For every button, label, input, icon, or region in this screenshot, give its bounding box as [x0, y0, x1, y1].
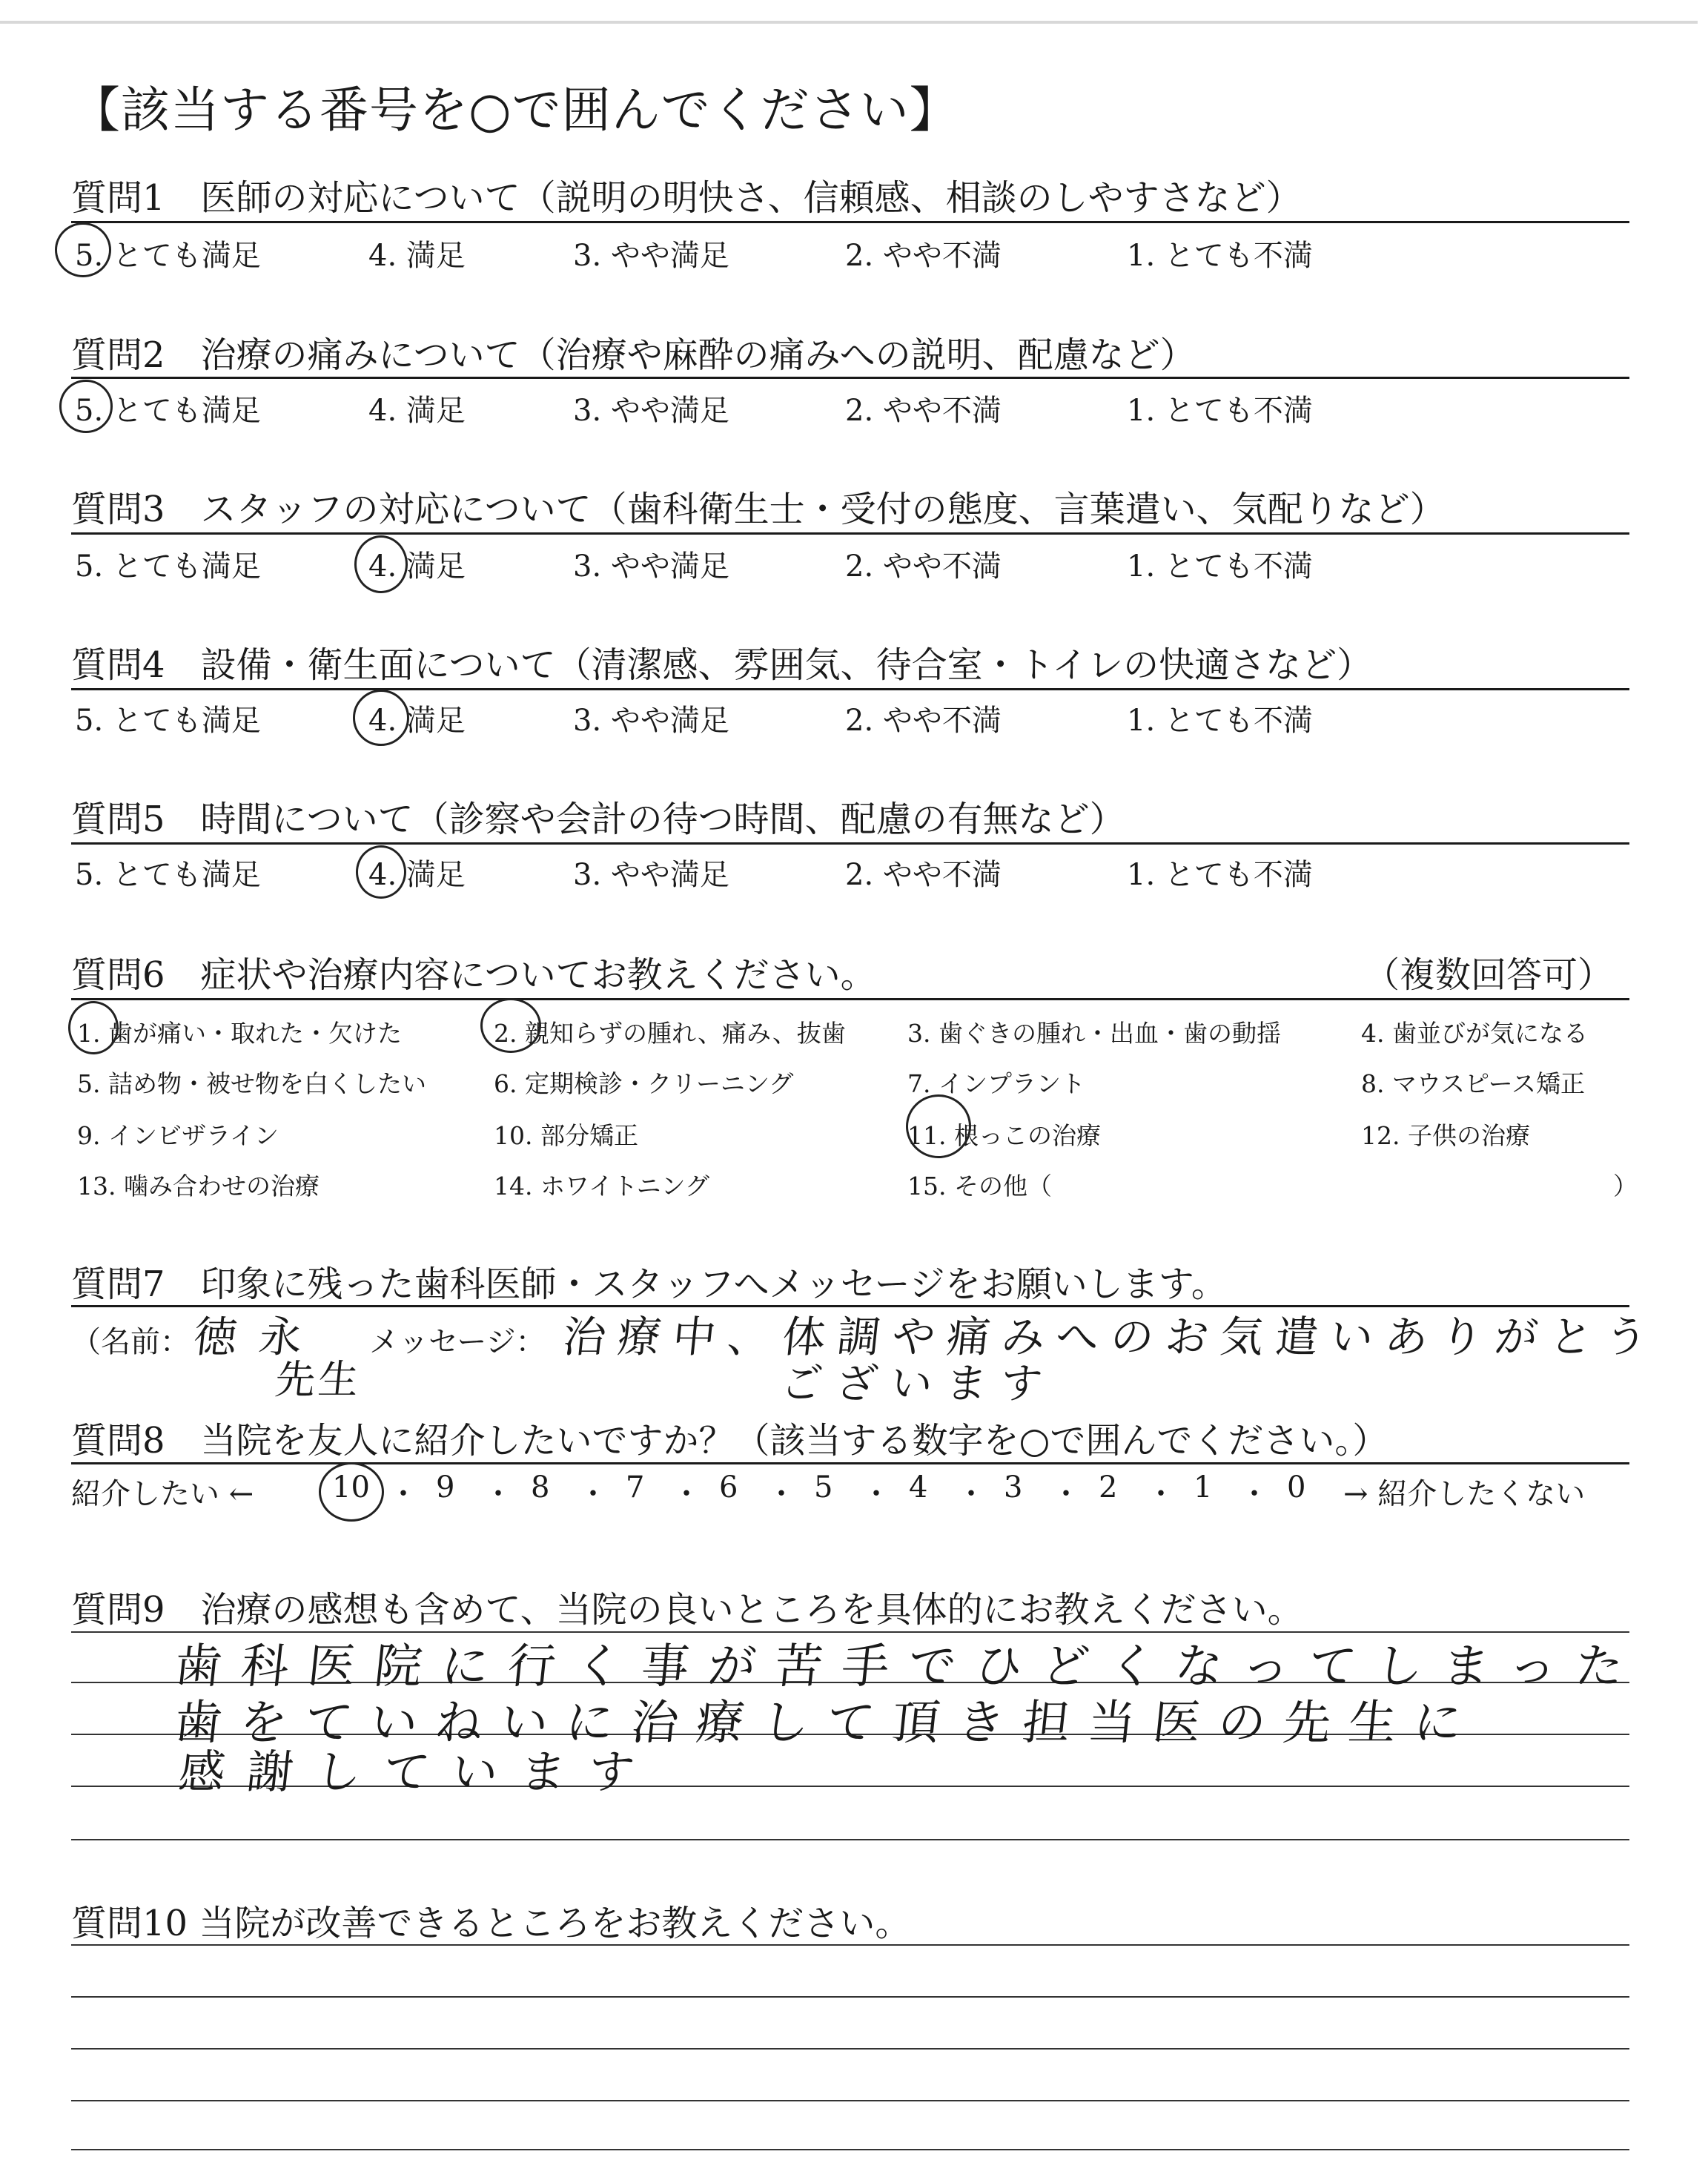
q8-sep: ・ [956, 1477, 986, 1511]
q8-scale-5[interactable]: 5 [814, 1470, 833, 1505]
q8-scale-2[interactable]: 2 [1099, 1470, 1118, 1505]
q6-option-10[interactable]: 10. 部分矯正 [494, 1121, 638, 1150]
q6-option-13[interactable]: 13. 噛み合わせの治療 [77, 1172, 320, 1200]
q6-option-4[interactable]: 4. 歯並びが気になる [1361, 1019, 1588, 1048]
q9-answer-line-1[interactable]: 歯科医院に行く事が苦手でひどくなってしまった [171, 1639, 1646, 1694]
q8-sep: ・ [767, 1477, 796, 1511]
question-6-rule [71, 998, 1629, 1000]
q8-sep: ・ [483, 1477, 513, 1511]
q8-sep: ・ [1146, 1477, 1176, 1511]
q5-option-1[interactable]: 1. とても不満 [1127, 858, 1313, 892]
question-1-rule [71, 221, 1629, 223]
question-6-note: （複数回答可） [1364, 954, 1614, 996]
question-6-title: 質問6 症状や治療内容についてお教えください。 [71, 954, 876, 996]
q8-scale-4[interactable]: 4 [909, 1470, 928, 1505]
q3-option-4[interactable]: 4. 満足 [368, 549, 466, 584]
q5-option-2[interactable]: 2. やや不満 [845, 858, 1002, 892]
q8-scale-1[interactable]: 1 [1194, 1470, 1213, 1505]
q8-selection-circle [319, 1462, 384, 1522]
q7-message-handwritten-line2[interactable]: ございます [778, 1360, 1058, 1408]
q4-option-1[interactable]: 1. とても不満 [1127, 704, 1313, 738]
question-3-title: 質問3 スタッフの対応について（歯科衛生士・受付の態度、言葉遣い、気配りなど） [71, 489, 1446, 530]
q7-name-label: （名前： [71, 1325, 190, 1359]
question-8-rule [71, 1462, 1629, 1464]
question-5-title: 質問5 時間について（診察や会計の待つ時間、配慮の有無など） [71, 799, 1125, 840]
q9-answer-line-2[interactable]: 歯をていねいに治療して頂き担当医の先生に [171, 1696, 1483, 1751]
q4-option-3[interactable]: 3. やや満足 [573, 704, 729, 738]
q10-line-2 [71, 1996, 1629, 1998]
q6-option-6[interactable]: 6. 定期検診・クリーニング [494, 1069, 794, 1098]
q4-option-2[interactable]: 2. やや不満 [845, 704, 1002, 738]
q8-sep: ・ [861, 1477, 891, 1511]
q2-option-3[interactable]: 3. やや満足 [573, 394, 729, 428]
q6-option-2[interactable]: 2. 親知らずの腫れ、痛み、抜歯 [494, 1019, 846, 1048]
question-7-title: 質問7 印象に残った歯科医師・スタッフへメッセージをお願いします。 [71, 1264, 1227, 1305]
q6-option-5[interactable]: 5. 詰め物・被せ物を白くしたい [77, 1069, 426, 1098]
q7-message-handwritten-line1[interactable]: 治療中、体調や痛みへのお気遣いありがとう [560, 1312, 1662, 1362]
q8-sep: ・ [672, 1477, 701, 1511]
q6-selection-circle-2 [480, 998, 541, 1053]
q4-option-5[interactable]: 5. とても満足 [75, 704, 261, 738]
q4-option-4[interactable]: 4. 満足 [368, 704, 466, 738]
q6-option-12[interactable]: 12. 子供の治療 [1361, 1121, 1530, 1150]
q2-selection-circle [59, 380, 113, 433]
q3-option-1[interactable]: 1. とても不満 [1127, 549, 1313, 584]
q8-scale-6[interactable]: 6 [719, 1470, 738, 1505]
q6-option-11[interactable]: 11. 根っこの治療 [907, 1121, 1101, 1150]
q7-message-label: メッセージ： [369, 1325, 546, 1359]
q7-name-handwritten[interactable]: 徳永 [191, 1312, 328, 1362]
question-5-rule [71, 842, 1629, 845]
q6-option-3[interactable]: 3. 歯ぐきの腫れ・出血・歯の動揺 [907, 1019, 1281, 1048]
q5-selection-circle [356, 845, 406, 899]
q9-answer-line-3[interactable]: 感謝しています [176, 1745, 660, 1799]
q3-option-5[interactable]: 5. とても満足 [75, 549, 261, 584]
q8-sep: ・ [1239, 1477, 1269, 1511]
q3-option-2[interactable]: 2. やや不満 [845, 549, 1002, 584]
q8-sep: ・ [1051, 1477, 1081, 1511]
q8-sep: ・ [388, 1477, 418, 1511]
q1-option-1[interactable]: 1. とても不満 [1127, 239, 1313, 273]
q6-selection-circle-11 [906, 1094, 971, 1158]
q2-option-4[interactable]: 4. 満足 [368, 394, 466, 428]
q5-option-3[interactable]: 3. やや満足 [573, 858, 729, 892]
q6-option-1[interactable]: 1. 歯が痛い・取れた・欠けた [77, 1019, 402, 1048]
q1-option-2[interactable]: 2. やや不満 [845, 239, 1002, 273]
q6-option-15[interactable]: 15. その他（ [907, 1172, 1052, 1200]
question-2-title: 質問2 治療の痛みについて（治療や麻酔の痛みへの説明、配慮など） [71, 334, 1196, 376]
q9-line-5 [71, 1839, 1629, 1840]
q8-scale-0[interactable]: 0 [1287, 1470, 1306, 1505]
q10-line-1 [71, 1944, 1629, 1946]
question-1-title: 質問1 医師の対応について（説明の明快さ、信頼感、相談のしやすさなど） [71, 177, 1302, 219]
q1-option-5[interactable]: 5. とても満足 [75, 239, 261, 273]
q1-selection-circle [55, 222, 111, 277]
q10-line-5 [71, 2149, 1629, 2150]
question-3-rule [71, 532, 1629, 535]
q2-option-5[interactable]: 5. とても満足 [75, 394, 261, 428]
q6-option-8[interactable]: 8. マウスピース矯正 [1361, 1069, 1586, 1098]
question-4-rule [71, 688, 1629, 690]
q8-right-label: → 紹介したくない [1343, 1477, 1586, 1511]
q8-scale-9[interactable]: 9 [436, 1470, 455, 1505]
question-2-rule [71, 377, 1629, 379]
q6-option-14[interactable]: 14. ホワイトニング [494, 1172, 710, 1200]
q1-option-3[interactable]: 3. やや満足 [573, 239, 729, 273]
q6-selection-circle-1 [68, 1001, 119, 1054]
q6-option-9[interactable]: 9. インビザライン [77, 1121, 279, 1150]
q8-scale-10[interactable]: 10 [332, 1470, 370, 1505]
form-header: 【該当する番号を○で囲んでください】 [71, 82, 959, 139]
scan-top-edge [0, 21, 1698, 24]
q10-line-4 [71, 2100, 1629, 2101]
q8-scale-7[interactable]: 7 [626, 1470, 645, 1505]
q3-option-3[interactable]: 3. やや満足 [573, 549, 729, 584]
question-8-title: 質問8 当院を友人に紹介したいですか？（該当する数字を○で囲んでください。） [71, 1420, 1388, 1462]
q6-other-close-paren: ） [1613, 1172, 1638, 1200]
q2-option-1[interactable]: 1. とても不満 [1127, 394, 1313, 428]
q4-selection-circle [353, 690, 409, 746]
q10-line-3 [71, 2048, 1629, 2050]
q6-option-7[interactable]: 7. インプラント [907, 1069, 1085, 1098]
q1-option-4[interactable]: 4. 満足 [368, 239, 466, 273]
question-9-title: 質問9 治療の感想も含めて、当院の良いところを具体的にお教えください。 [71, 1589, 1303, 1631]
q8-scale-8[interactable]: 8 [531, 1470, 550, 1505]
question-4-title: 質問4 設備・衛生面について（清潔感、雰囲気、待合室・トイレの快適さなど） [71, 644, 1373, 686]
q5-option-5[interactable]: 5. とても満足 [75, 858, 261, 892]
question-10-title: 質問10 当院が改善できるところをお教えください。 [71, 1903, 911, 1944]
q8-left-label: 紹介したい ← [71, 1477, 254, 1511]
q7-name-handwritten-2[interactable]: 先生 [273, 1356, 364, 1403]
q8-scale-3[interactable]: 3 [1004, 1470, 1023, 1505]
q5-option-4[interactable]: 4. 満足 [368, 858, 466, 892]
q2-option-2[interactable]: 2. やや不満 [845, 394, 1002, 428]
q3-selection-circle [354, 535, 408, 593]
q8-sep: ・ [578, 1477, 608, 1511]
